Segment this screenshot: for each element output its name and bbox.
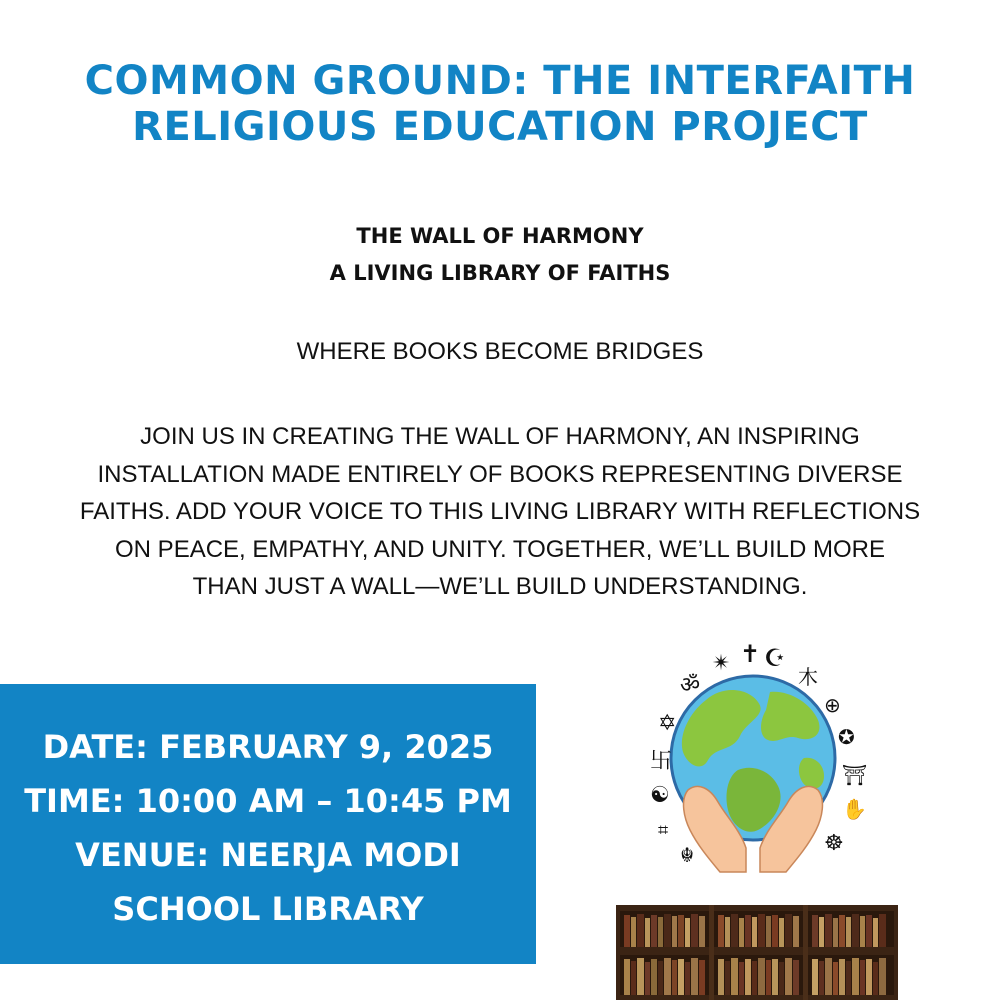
hamsa-icon: ✋ — [842, 797, 867, 821]
event-date: DATE: FEBRUARY 9, 2025 — [42, 728, 494, 766]
bookshelf-image — [616, 905, 898, 1000]
yin-yang-icon: ☯ — [650, 783, 670, 808]
event-venue-line-1: VENUE: NEERJA MODI — [75, 836, 461, 874]
tagline: WHERE BOOKS BECOME BRIDGES — [296, 338, 704, 365]
circle-cross-icon: ⊕ — [824, 693, 841, 717]
star-of-david-icon: ✡ — [658, 711, 677, 736]
description-line: INSTALLATION MADE ENTIRELY OF BOOKS REPRESENTING DIVERSE — [97, 460, 903, 488]
subheading-line-1: THE WALL OF HARMONY — [356, 224, 644, 248]
event-time: TIME: 10:00 AM – 10:45 PM — [24, 782, 512, 820]
description-line: FAITHS. ADD YOUR VOICE TO THIS LIVING LIBRARY WITH REFLECTIONS — [79, 498, 921, 525]
tree-icon: 木 — [798, 665, 818, 689]
swastika-icon: 卐 — [650, 749, 673, 774]
subheading-line-2: A LIVING LIBRARY OF FAITHS — [329, 261, 671, 285]
om-icon: ॐ — [680, 673, 701, 698]
dharma-wheel-icon: ☸ — [824, 831, 844, 856]
pentacle-icon: ✪ — [838, 725, 855, 749]
khanda-icon: ☬ — [680, 843, 695, 867]
torii-icon: ⛩ — [842, 763, 868, 787]
event-info — [0, 720, 536, 936]
star-burst-icon: ✴ — [712, 651, 731, 676]
grid-symbol-icon: ⌗ — [658, 820, 669, 841]
description-line: JOIN US IN CREATING THE WALL OF HARMONY, AN INSPIRING — [140, 423, 860, 450]
cross-icon: ✝ — [740, 640, 761, 668]
title-line-2: RELIGIOUS EDUCATION PROJECT — [132, 104, 868, 150]
description-line: ON PEACE, EMPATHY, AND UNITY. TOGETHER, WE’LL BUILD MORE — [115, 535, 885, 563]
shelf-divider — [709, 905, 714, 1000]
description-line: THAN JUST A WALL—WE’LL BUILD UNDERSTANDING. — [192, 573, 808, 600]
page-title — [0, 58, 1000, 150]
event-venue-line-2: SCHOOL LIBRARY — [112, 890, 424, 928]
title-line-1: COMMON GROUND: THE INTERFAITH — [84, 58, 916, 104]
crescent-star-icon: ☪ — [764, 644, 786, 672]
globe-hands-icon — [628, 640, 878, 880]
subheading — [0, 218, 1000, 292]
shelf-divider — [803, 905, 808, 1000]
description — [0, 418, 1000, 606]
